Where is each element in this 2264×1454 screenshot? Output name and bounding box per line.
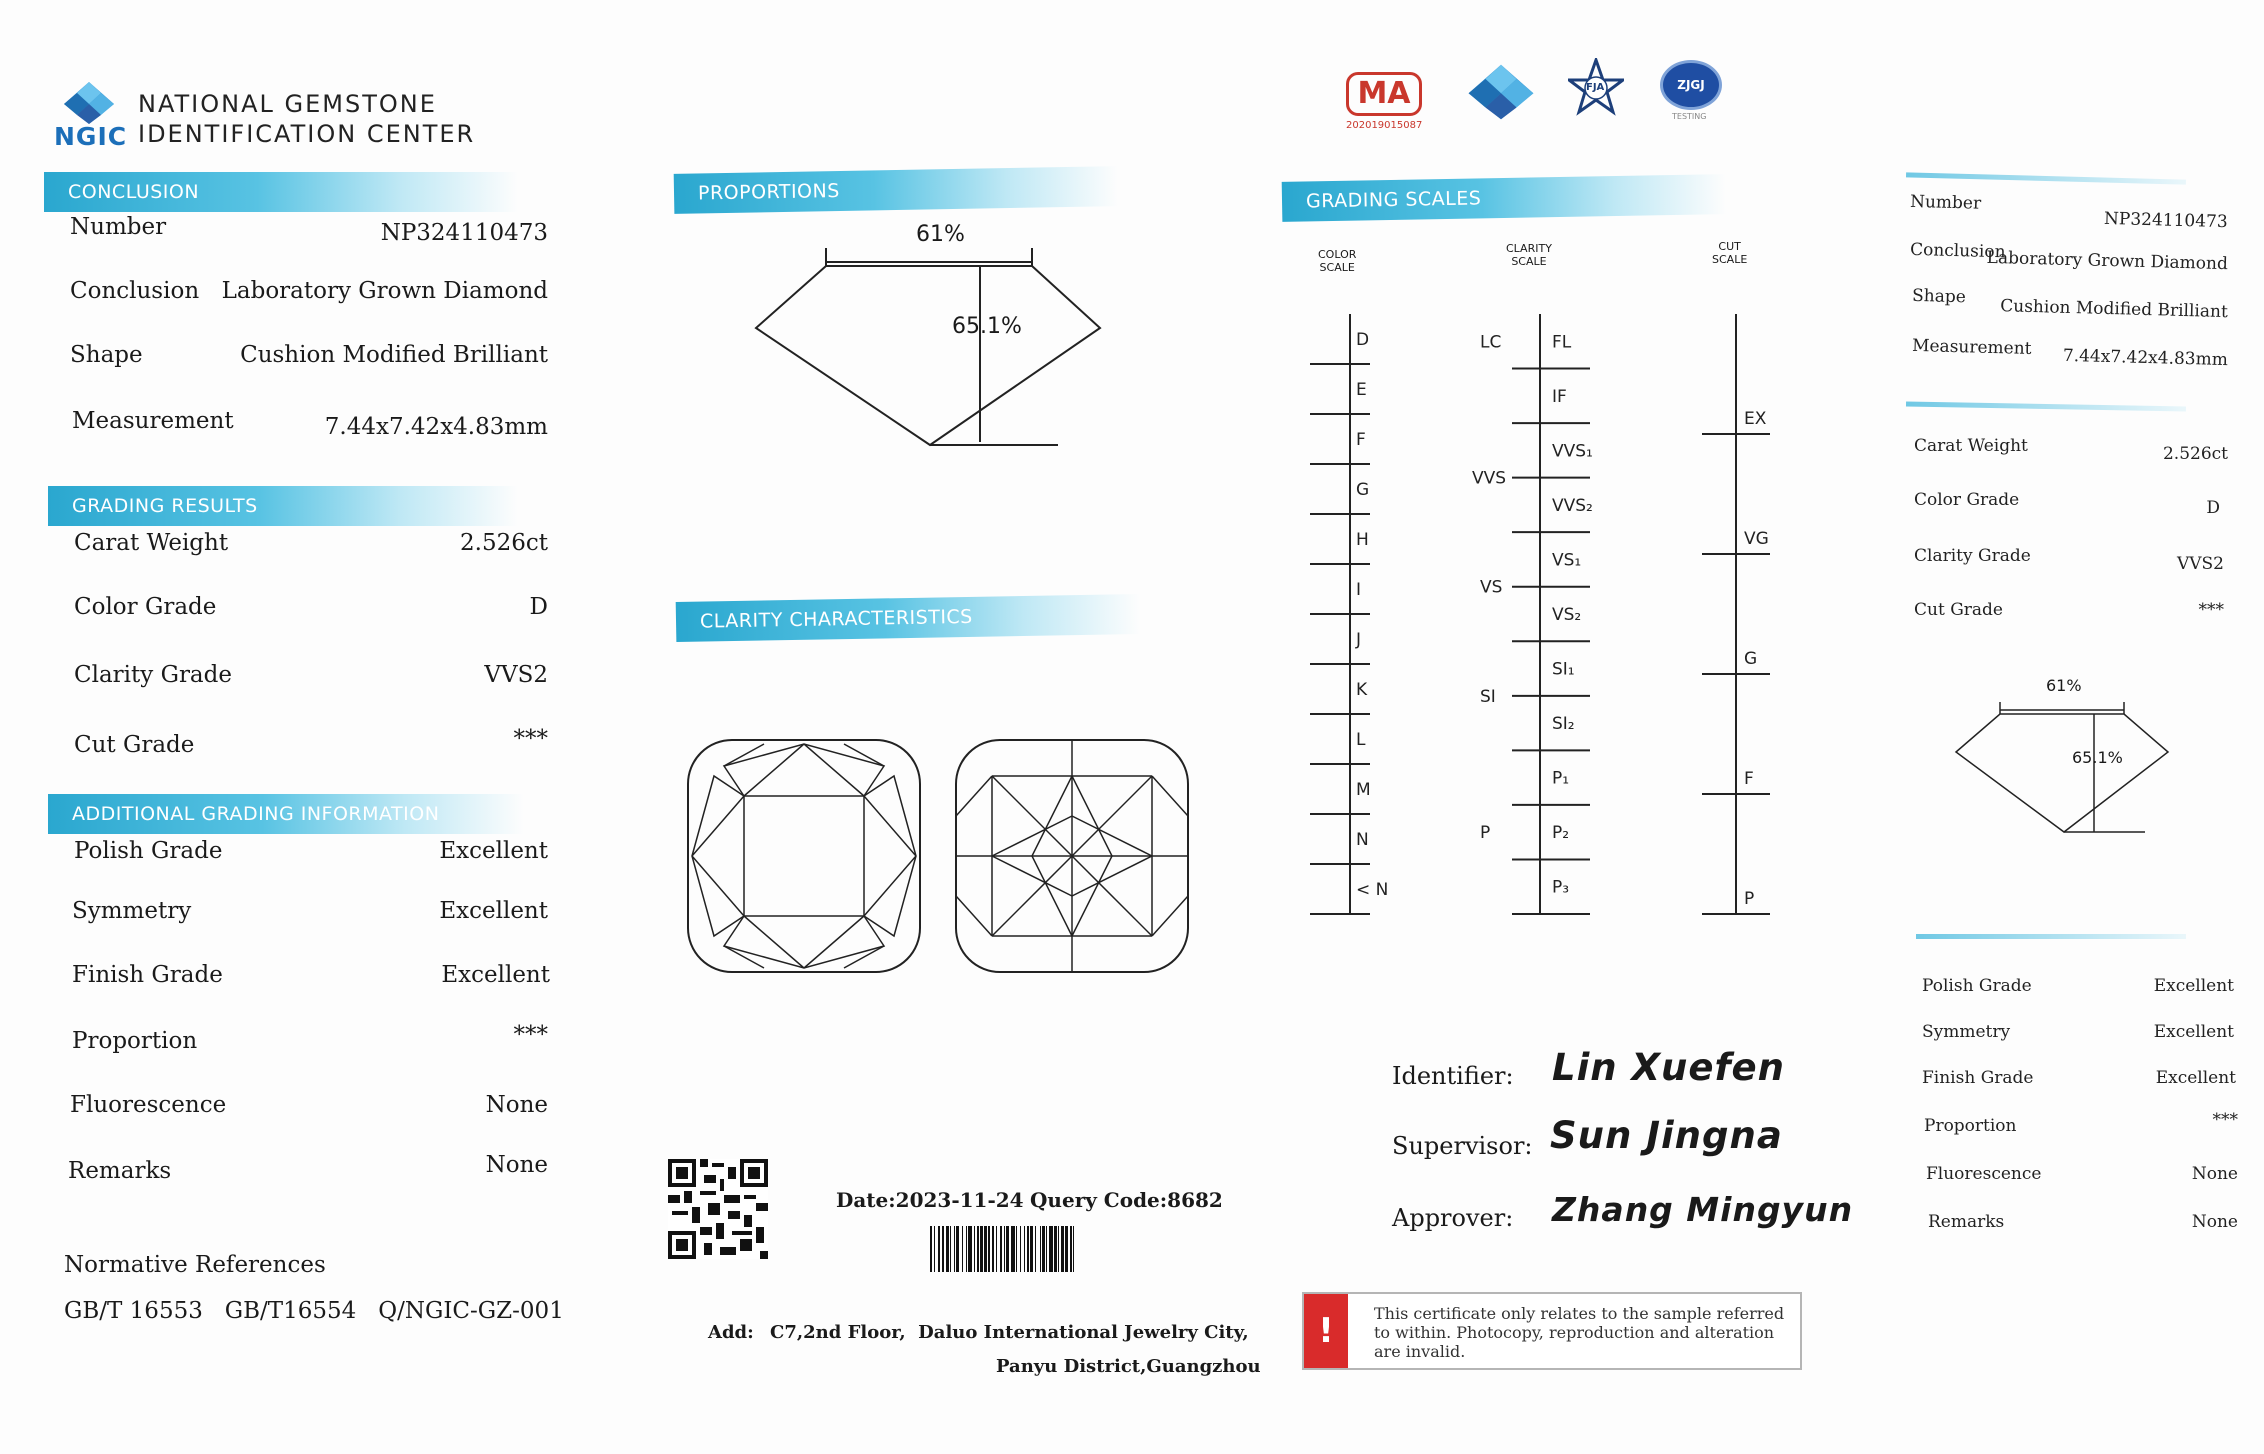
warning-icon: ! <box>1304 1294 1348 1368</box>
grading-results-band: GRADING RESULTS <box>48 486 518 526</box>
color-grade-10: N <box>1356 830 1369 850</box>
right-color-row <box>1914 490 2220 518</box>
right-clarity-row <box>1914 546 2224 574</box>
cma-logo <box>1346 72 1426 132</box>
right-carat-row <box>1914 436 2228 464</box>
color-grade-9: M <box>1356 780 1371 800</box>
clarity-grade-8: P₁ <box>1552 768 1570 789</box>
zjgj-sub: TESTING <box>1672 112 1707 121</box>
carat-label: Carat Weight <box>74 530 229 556</box>
grading-scales-band: GRADING SCALES <box>1282 174 1727 222</box>
pavilion-plot-diagram <box>952 736 1192 976</box>
right-cut-row <box>1914 600 2224 624</box>
clarity-scale-title-2: SCALE <box>1511 255 1547 268</box>
supervisor-label: Supervisor: <box>1392 1132 1533 1160</box>
clarity-label: Clarity Grade <box>74 662 232 688</box>
fluorescence-value: None <box>485 1092 548 1118</box>
right-conclusion-row <box>1909 239 2229 275</box>
clarity-grade-1: IF <box>1552 386 1567 407</box>
query-code: Query Code:8682 <box>1030 1188 1223 1212</box>
color-grade-5: I <box>1356 580 1362 600</box>
right-proportion-row <box>1924 1110 2238 1140</box>
right-number-value: NP324110473 <box>2103 208 2228 233</box>
right-clarity-label: Clarity Grade <box>1914 546 2031 566</box>
right-fluorescence-label: Fluorescence <box>1926 1164 2042 1184</box>
fja-logo <box>1568 58 1624 116</box>
shape-value: Cushion Modified Brilliant <box>240 342 548 368</box>
right-conclusion-label: Conclusion <box>1909 239 2006 263</box>
zjgj-text: ZJGJ <box>1677 78 1705 92</box>
shape-row <box>70 342 548 372</box>
right-symmetry-value: Excellent <box>2153 1022 2234 1042</box>
clarity-group-1: VVS <box>1472 468 1507 489</box>
right-measurement-label: Measurement <box>1911 335 2032 359</box>
measurement-value: 7.44x7.42x4.83mm <box>324 414 548 440</box>
diamond-logo-icon <box>62 80 116 126</box>
clarity-grade-9: P₂ <box>1552 823 1570 844</box>
qr-code[interactable] <box>668 1156 768 1262</box>
color-scale-title-1: COLOR <box>1318 248 1357 261</box>
clarity-grade-5: VS₂ <box>1552 605 1582 625</box>
color-grade-0: D <box>1356 330 1370 350</box>
address-line2: Panyu District,Guangzhou <box>996 1356 1261 1377</box>
conclusion-value: Laboratory Grown Diamond <box>221 278 548 304</box>
conclusion-band: CONCLUSION <box>44 172 518 212</box>
right-proportion-value: *** <box>2212 1110 2238 1130</box>
approver-label: Approver: <box>1392 1204 1514 1232</box>
color-value: D <box>529 594 548 620</box>
right-finish-value: Excellent <box>2155 1068 2236 1088</box>
org-abbr: NGIC <box>54 122 128 151</box>
cut-grade-4: P <box>1744 889 1755 909</box>
right-polish-value: Excellent <box>2153 976 2234 996</box>
right-remarks-row <box>1928 1212 2238 1236</box>
right-symmetry-label: Symmetry <box>1922 1022 2011 1042</box>
warning-box <box>1302 1292 1802 1370</box>
table-percent: 61% <box>912 222 969 247</box>
clarity-scale-title <box>1506 242 1552 268</box>
polish-row <box>74 838 548 868</box>
address-line1: C7,2nd Floor, Daluo International Jewelry City, <box>770 1322 1249 1343</box>
ngic-logo <box>62 80 116 126</box>
color-row <box>74 594 548 624</box>
proportions-diagram <box>740 220 1120 460</box>
proportion-label: Proportion <box>72 1028 198 1054</box>
cut-label: Cut Grade <box>74 732 195 758</box>
right-carat-label: Carat Weight <box>1914 436 2028 456</box>
symmetry-row <box>72 898 548 928</box>
remarks-label: Remarks <box>68 1158 172 1184</box>
right-rule-2 <box>1906 402 2186 412</box>
zjgj-logo <box>1660 60 1724 126</box>
right-carat-value: 2.526ct <box>2162 444 2228 464</box>
cma-number: 202019015087 <box>1346 120 1423 131</box>
right-fluorescence-row <box>1926 1164 2238 1188</box>
clarity-group-2: VS <box>1480 577 1503 598</box>
cut-grade-1: VG <box>1744 529 1769 549</box>
color-grade-2: F <box>1356 430 1366 450</box>
org-name-line1: NATIONAL GEMSTONE <box>138 90 437 118</box>
right-shape-value: Cushion Modified Brilliant <box>2000 296 2229 323</box>
carat-value: 2.526ct <box>460 530 548 556</box>
depth-percent: 65.1% <box>952 314 1022 339</box>
issue-date: Date:2023-11-24 <box>836 1188 1024 1212</box>
conclusion-label: Conclusion <box>70 278 200 304</box>
barcode[interactable] <box>930 1226 1196 1272</box>
fluorescence-label: Fluorescence <box>70 1092 227 1118</box>
color-grade-8: L <box>1356 730 1366 750</box>
right-measurement-row <box>1911 335 2229 371</box>
right-color-value: D <box>2206 498 2220 518</box>
warning-line2: to within. Photocopy, reproduction and alteration <box>1374 1323 1775 1342</box>
color-grade-1: E <box>1356 380 1367 400</box>
color-scale-title-2: SCALE <box>1319 261 1355 274</box>
cut-grade-2: G <box>1744 649 1758 669</box>
warning-line3: are invalid. <box>1374 1342 1466 1361</box>
clarity-grade-10: P₃ <box>1552 877 1570 898</box>
proportion-row <box>72 1022 548 1058</box>
right-measurement-value: 7.44x7.42x4.83mm <box>2062 345 2229 371</box>
color-grade-6: J <box>1356 630 1362 650</box>
color-grade-4: H <box>1356 530 1369 550</box>
warning-text <box>1374 1304 1784 1361</box>
finish-value: Excellent <box>441 962 550 988</box>
right-finish-row <box>1922 1068 2236 1092</box>
cut-grade-0: EX <box>1744 409 1767 429</box>
cut-value: *** <box>513 726 548 752</box>
right-rule-3 <box>1916 934 2186 939</box>
clarity-characteristics-band: CLARITY CHARACTERISTICS <box>676 594 1141 642</box>
cut-scale-title <box>1712 240 1747 266</box>
fluorescence-row <box>70 1092 548 1122</box>
finish-row <box>72 962 550 992</box>
remarks-row <box>68 1152 548 1188</box>
number-label: Number <box>70 214 167 240</box>
identifier-signature: Lin Xuefen <box>1552 1046 1785 1089</box>
approver-signature: Zhang Mingyun <box>1552 1190 1854 1229</box>
right-rule-1 <box>1906 172 2186 184</box>
right-cut-label: Cut Grade <box>1914 600 2003 620</box>
fja-text: FJA <box>1586 82 1605 93</box>
proportions-band: PROPORTIONS <box>674 166 1119 214</box>
right-color-label: Color Grade <box>1914 490 2020 510</box>
conclusion-row <box>70 278 548 308</box>
polish-label: Polish Grade <box>74 838 223 864</box>
shape-label: Shape <box>70 342 143 368</box>
polish-value: Excellent <box>439 838 548 864</box>
additional-band: ADDITIONAL GRADING INFORMATION <box>48 794 524 834</box>
right-finish-label: Finish Grade <box>1922 1068 2034 1088</box>
clarity-group-4: P <box>1480 823 1491 844</box>
carat-row <box>74 530 548 560</box>
clarity-group-0: LC <box>1480 332 1502 353</box>
grading-scales-chart <box>1300 290 1780 930</box>
right-symmetry-row <box>1922 1022 2234 1046</box>
clarity-value: VVS2 <box>484 662 548 688</box>
remarks-value: None <box>485 1152 548 1178</box>
right-table-percent: 61% <box>2046 676 2082 695</box>
cut-scale-title-2: SCALE <box>1712 253 1748 266</box>
clarity-row <box>74 662 548 692</box>
symmetry-value: Excellent <box>439 898 548 924</box>
proportion-value: *** <box>513 1022 548 1048</box>
right-polish-label: Polish Grade <box>1922 976 2032 996</box>
color-grade-11: < N <box>1356 880 1389 900</box>
measurement-label: Measurement <box>72 408 234 434</box>
right-cut-value: *** <box>2198 600 2224 620</box>
number-row <box>70 214 548 244</box>
symmetry-label: Symmetry <box>72 898 192 924</box>
right-number-label: Number <box>1909 191 1982 214</box>
right-polish-row <box>1922 976 2234 1000</box>
barcode-bar <box>1074 1226 1076 1272</box>
cma-mark: MA <box>1346 72 1422 116</box>
clarity-grade-4: VS₁ <box>1552 550 1582 571</box>
zjgj-circle <box>1660 60 1722 110</box>
clarity-scale-title-1: CLARITY <box>1506 242 1552 255</box>
right-remarks-label: Remarks <box>1928 1212 2005 1232</box>
right-remarks-value: None <box>2191 1212 2238 1232</box>
color-grade-3: G <box>1356 480 1370 500</box>
color-scale-title <box>1318 248 1356 274</box>
org-name-line2: IDENTIFICATION CENTER <box>138 120 476 148</box>
color-label: Color Grade <box>74 594 217 620</box>
clarity-group-3: SI <box>1480 686 1496 707</box>
address-label: Add: <box>708 1322 754 1343</box>
clarity-grade-0: FL <box>1552 332 1572 353</box>
cut-scale-title-1: CUT <box>1718 240 1741 253</box>
cut-row <box>74 726 548 762</box>
ngic-small-logo-icon <box>1466 62 1536 122</box>
normative-title: Normative References <box>64 1252 326 1278</box>
measurement-row <box>72 408 548 438</box>
warning-line1: This certificate only relates to the sample referred <box>1374 1304 1785 1323</box>
clarity-grade-7: SI₂ <box>1552 714 1575 735</box>
right-depth-percent: 65.1% <box>2072 748 2123 767</box>
normative-refs: GB/T 16553 GB/T16554 Q/NGIC-GZ-001 <box>64 1298 564 1324</box>
number-value: NP324110473 <box>380 220 548 246</box>
right-shape-label: Shape <box>1911 285 1967 308</box>
right-shape-row <box>1911 285 2229 323</box>
right-proportion-label: Proportion <box>1924 1116 2017 1136</box>
right-clarity-value: VVS2 <box>2176 554 2224 574</box>
clarity-grade-3: VVS₂ <box>1552 495 1593 516</box>
supervisor-signature: Sun Jingna <box>1550 1114 1783 1157</box>
crown-plot-diagram <box>684 736 924 976</box>
right-number-row <box>1909 191 2229 233</box>
color-grade-7: K <box>1356 680 1368 700</box>
clarity-grade-2: VVS₁ <box>1552 441 1593 462</box>
identifier-label: Identifier: <box>1392 1062 1514 1090</box>
right-proportions-diagram <box>1950 680 2180 840</box>
right-fluorescence-value: None <box>2191 1164 2238 1184</box>
clarity-grade-6: SI₁ <box>1552 659 1575 680</box>
cut-grade-3: F <box>1744 769 1754 789</box>
right-conclusion-value: Laboratory Grown Diamond <box>1986 247 2229 275</box>
finish-label: Finish Grade <box>72 962 223 988</box>
